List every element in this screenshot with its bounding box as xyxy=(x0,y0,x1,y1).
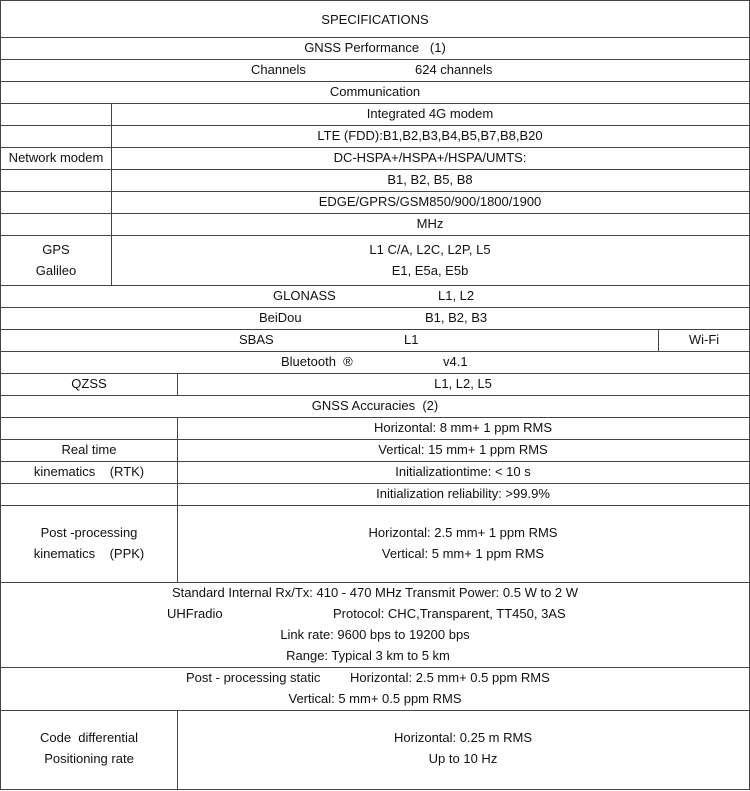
channels-label: Channels xyxy=(251,62,306,77)
border-line xyxy=(0,789,750,790)
channels-value: 624 channels xyxy=(415,62,493,77)
uhf-range: Range: Typical 3 km to 5 km xyxy=(286,648,450,663)
network-modem-line: Integrated 4G modem xyxy=(366,106,494,121)
beidou-label: BeiDou xyxy=(259,310,302,325)
border-line xyxy=(0,461,750,462)
border-line xyxy=(0,582,750,583)
border-line xyxy=(0,169,750,170)
rtk-line: Vertical: 15 mm+ 1 ppm RMS xyxy=(378,442,548,457)
static-horizontal: Horizontal: 2.5 mm+ 0.5 ppm RMS xyxy=(350,670,550,685)
border-line xyxy=(0,213,750,214)
galileo-value: E1, E5a, E5b xyxy=(391,263,469,278)
border-line xyxy=(0,147,750,148)
border-line xyxy=(177,710,178,789)
qzss-label: QZSS xyxy=(71,376,107,391)
rtk-label: kinematics (RTK) xyxy=(33,464,145,479)
network-modem-label: Network modem xyxy=(8,150,104,165)
ppk-label: kinematics (PPK) xyxy=(33,546,145,561)
wifi-label: Wi-Fi xyxy=(688,332,720,347)
border-line xyxy=(0,0,750,1)
border-line xyxy=(111,103,112,285)
section-gnss-performance: GNSS Performance (1) xyxy=(304,40,446,55)
border-line xyxy=(0,439,750,440)
network-modem-line: EDGE/GPRS/GSM850/900/1800/1900 xyxy=(318,194,542,209)
border-line xyxy=(0,417,750,418)
code-diff-label: Positioning rate xyxy=(44,751,134,766)
network-modem-line: MHz xyxy=(416,216,444,231)
qzss-value: L1, L2, L5 xyxy=(434,376,492,391)
border-line xyxy=(658,329,659,351)
border-line xyxy=(0,505,750,506)
border-line xyxy=(0,191,750,192)
border-line xyxy=(0,395,750,396)
static-vertical: Vertical: 5 mm+ 0.5 ppm RMS xyxy=(288,691,462,706)
border-line xyxy=(0,125,750,126)
table-title: SPECIFICATIONS xyxy=(321,12,429,27)
uhf-protocol: Protocol: CHC,Transparent, TT450, 3AS xyxy=(333,606,566,621)
border-line xyxy=(0,351,750,352)
uhf-label: UHFradio xyxy=(167,606,223,621)
beidou-value: B1, B2, B3 xyxy=(425,310,488,325)
border-line xyxy=(177,417,178,582)
rtk-label: Real time xyxy=(61,442,117,457)
gps-value: L1 C/A, L2C, L2P, L5 xyxy=(369,242,491,257)
border-line xyxy=(177,373,178,395)
rtk-line: Initializationtime: < 10 s xyxy=(395,464,531,479)
uhf-standard: Standard Internal Rx/Tx: 410 - 470 MHz Transmit Power: 0.5 W to 2 W xyxy=(171,585,579,600)
network-modem-line: LTE (FDD):B1,B2,B3,B4,B5,B7,B8,B20 xyxy=(317,128,543,143)
border-line xyxy=(0,329,750,330)
border-line xyxy=(0,37,750,38)
code-diff-rate: Up to 10 Hz xyxy=(428,751,498,766)
rtk-line: Horizontal: 8 mm+ 1 ppm RMS xyxy=(373,420,553,435)
code-diff-horizontal: Horizontal: 0.25 m RMS xyxy=(394,730,532,745)
border-line xyxy=(0,667,750,668)
border-line xyxy=(0,81,750,82)
border-line xyxy=(0,307,750,308)
border-line xyxy=(0,235,750,236)
galileo-label: Galileo xyxy=(35,263,77,278)
bluetooth-label: Bluetooth ® xyxy=(281,354,353,369)
sbas-value: L1 xyxy=(404,332,419,347)
border-line xyxy=(0,59,750,60)
network-modem-line: B1, B2, B5, B8 xyxy=(387,172,473,187)
section-gnss-accuracies: GNSS Accuracies (2) xyxy=(311,398,439,413)
border-line xyxy=(0,373,750,374)
bluetooth-value: v4.1 xyxy=(443,354,468,369)
code-diff-label: Code differential xyxy=(39,730,139,745)
glonass-value: L1, L2 xyxy=(438,288,475,303)
border-line xyxy=(0,0,1,790)
ppk-label: Post -processing xyxy=(40,525,138,540)
sbas-label: SBAS xyxy=(239,332,274,347)
border-line xyxy=(0,103,750,104)
static-label: Post - processing static xyxy=(186,670,321,685)
rtk-line: Initialization reliability: >99.9% xyxy=(376,486,550,501)
gps-label: GPS xyxy=(42,242,70,257)
glonass-label: GLONASS xyxy=(273,288,336,303)
ppk-line: Horizontal: 2.5 mm+ 1 ppm RMS xyxy=(368,525,558,540)
network-modem-line: DC-HSPA+/HSPA+/HSPA/UMTS: xyxy=(333,150,527,165)
border-line xyxy=(0,483,750,484)
border-line xyxy=(0,710,750,711)
section-communication: Communication xyxy=(329,84,421,99)
ppk-line: Vertical: 5 mm+ 1 ppm RMS xyxy=(381,546,545,561)
uhf-link-rate: Link rate: 9600 bps to 19200 bps xyxy=(280,627,470,642)
border-line xyxy=(0,285,750,286)
